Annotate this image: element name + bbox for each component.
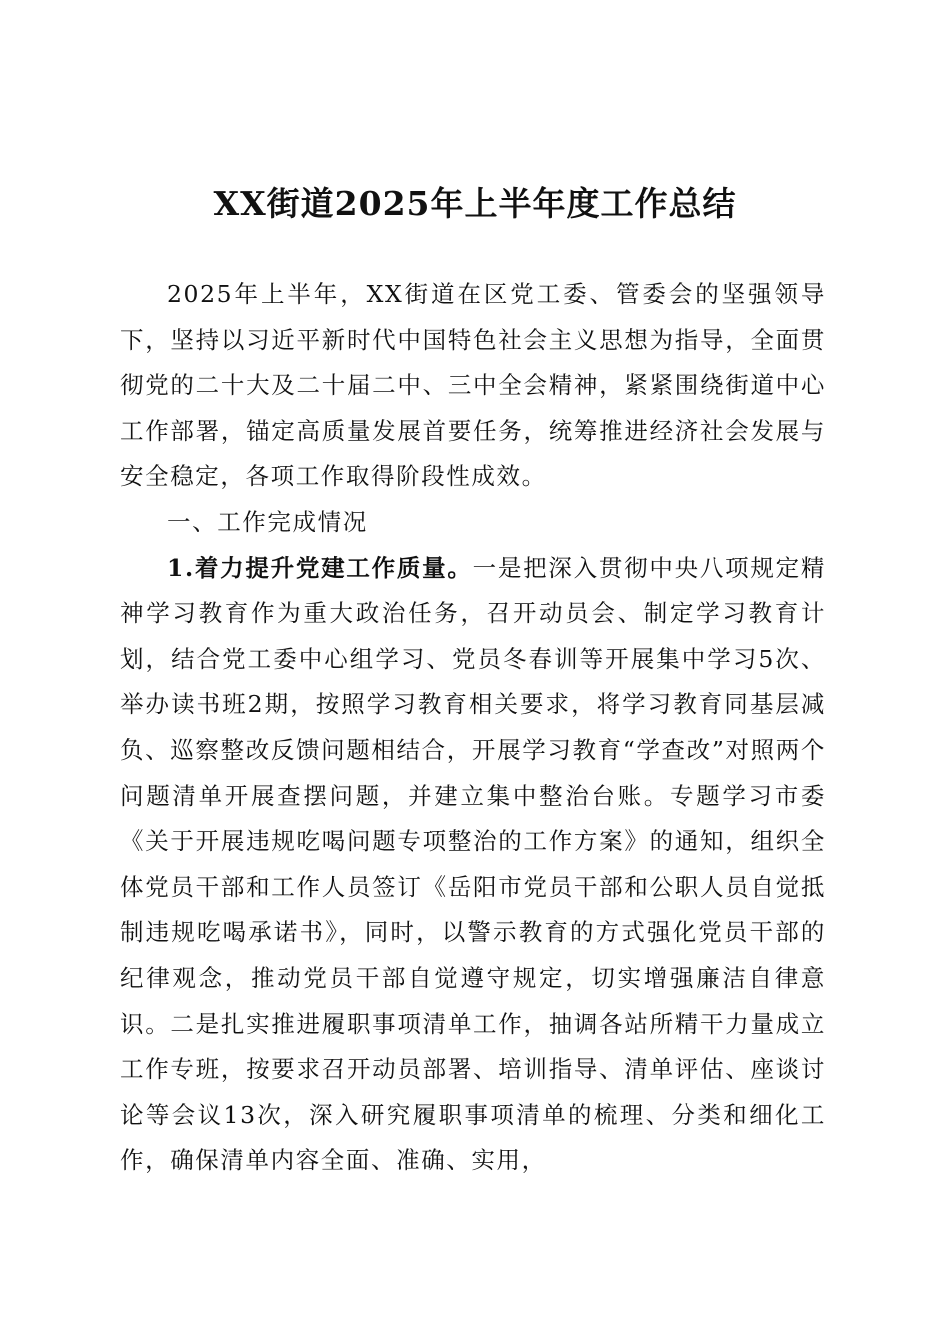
item-body: 一是把深入贯彻中央八项规定精神学习教育作为重大政治任务，召开动员会、制定学习教育计划，结合党工委中心组学习、党员冬春训等开展集中学习5次、举办读书班2期，按照学习教育相关要求，将学习教育同基层减负、巡察整改反馈问题相结合，开展学习教育“学查改”对照两个问题清单开展查摆问题，并建立集中整治台账。专题学习市委《关于开展违规吃喝问题专项整治的工作方案》的通知，组织全体党员干部和工作人员签订《岳阳市党员干部和公职人员自觉抵制违规吃喝承诺书》，同时，以警示教育的方式强化党员干部的纪律观念，推动党员干部自觉遵守规定，切实增强廉洁自律意识。二是扎实推进履职事项清单工作，抽调各站所精干力量成立工作专班，按要求召开动员部署、培训指导、清单评估、座谈讨论等会议13次，深入研究履职事项清单的梳理、分类和细化工作，确保清单内容全面、准确、实用， bbox=[120, 553, 826, 1175]
section-heading: 一、工作完成情况 bbox=[167, 507, 368, 536]
document-title: XX街道2025年上半年度工作总结 bbox=[213, 184, 737, 223]
item-paragraph bbox=[120, 546, 826, 1184]
item-lead: 1.着力提升党建工作质量。 bbox=[167, 553, 473, 582]
intro-paragraph: 2025年上半年，XX街道在区党工委、管委会的坚强领导下，坚持以习近平新时代中国特色社会主义思想为指导，全面贯彻党的二十大及二十届二中、三中全会精神，紧紧围绕街道中心工作部署，锚定高质量发展首要任务，统筹推进经济社会发展与安全稳定，各项工作取得阶段性成效。 bbox=[120, 280, 826, 491]
document-body bbox=[120, 272, 826, 1184]
